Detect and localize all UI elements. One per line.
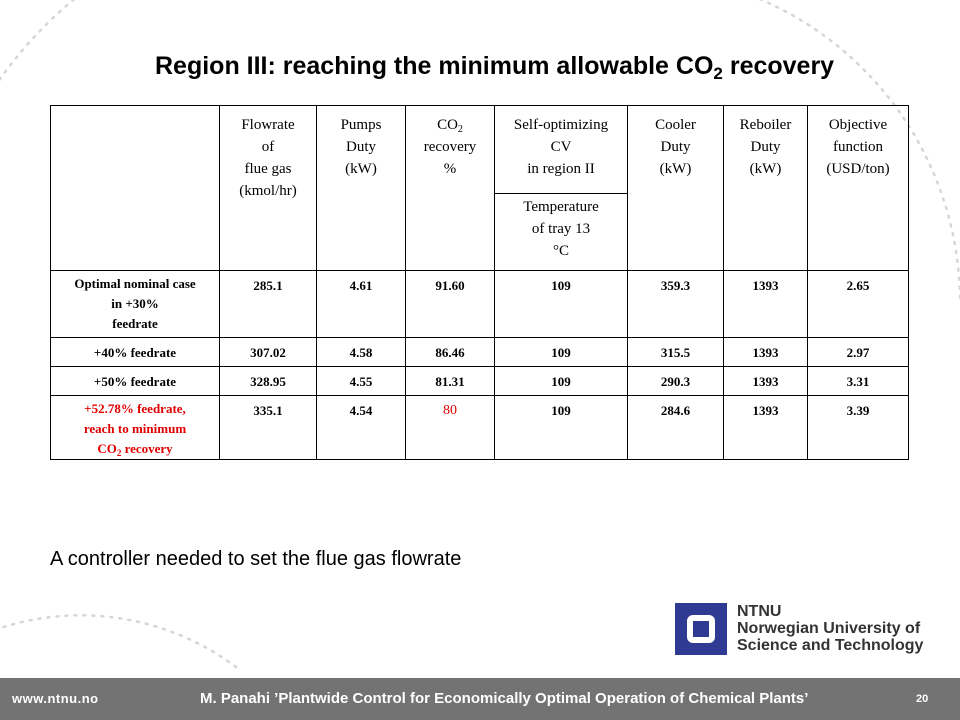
header-objective-function: Objective function (USD/ton): [808, 106, 909, 271]
cell-temperature: 109: [495, 396, 628, 460]
cell-pumps: 4.61: [317, 271, 406, 338]
cell-co2-highlighted: 80: [406, 396, 495, 460]
row-label: +40% feedrate: [51, 338, 220, 367]
cell-flowrate: 307.02: [220, 338, 317, 367]
header-row: [51, 106, 909, 194]
cell-reboiler: 1393: [724, 271, 808, 338]
cell-reboiler: 1393: [724, 367, 808, 396]
results-table: [50, 105, 909, 460]
controller-note: A controller needed to set the flue gas flowrate: [50, 548, 462, 570]
cell-reboiler: 1393: [724, 338, 808, 367]
page-number: 20: [916, 693, 929, 705]
ntnu-logo-text: NTNU Norwegian University of Science and Technology: [737, 603, 924, 654]
row-label: +50% feedrate: [51, 367, 220, 396]
cell-temperature: 109: [495, 367, 628, 396]
cell-temperature: 109: [495, 338, 628, 367]
cell-cooler: 359.3: [628, 271, 724, 338]
table-row-highlighted: [51, 396, 909, 460]
header-flowrate: Flowrate of flue gas (kmol/hr): [220, 106, 317, 271]
corner-cell: [51, 106, 220, 271]
row-label: Optimal nominal case in +30% feedrate: [51, 271, 220, 338]
cell-objective: 2.97: [808, 338, 909, 367]
cell-temperature: 109: [495, 271, 628, 338]
website-link[interactable]: www.ntnu.no: [12, 691, 99, 706]
cell-flowrate: 328.95: [220, 367, 317, 396]
cell-pumps: 4.58: [317, 338, 406, 367]
ntnu-logo: [675, 603, 935, 655]
cell-pumps: 4.54: [317, 396, 406, 460]
table-row: [51, 338, 909, 367]
cell-co2: 86.46: [406, 338, 495, 367]
table-row: [51, 367, 909, 396]
table-row: [51, 271, 909, 338]
row-label: +52.78% feedrate, reach to minimum $CO_2$ recovery: [51, 396, 220, 460]
cell-objective: 3.39: [808, 396, 909, 460]
header-cooler-duty: Cooler Duty (kW): [628, 106, 724, 271]
slide-title: Region III: reaching the minimum allowable $CO_2$ recovery: [155, 52, 835, 83]
cell-objective: 3.31: [808, 367, 909, 396]
cell-cooler: 284.6: [628, 396, 724, 460]
cell-flowrate: 285.1: [220, 271, 317, 338]
cell-cooler: 315.5: [628, 338, 724, 367]
header-self-optimizing-cv: Self-optimizing CV in region II: [495, 106, 628, 194]
cell-co2: 91.60: [406, 271, 495, 338]
header-reboiler-duty: Reboiler Duty (kW): [724, 106, 808, 271]
header-pumps-duty: Pumps Duty (kW): [317, 106, 406, 271]
footer-citation: M. Panahi ’Plantwide Control for Economically Optimal Operation of Chemical Plants’: [200, 690, 809, 707]
cell-cooler: 290.3: [628, 367, 724, 396]
header-co2-recovery: $CO_2$ recovery %: [406, 106, 495, 271]
header-temperature-tray: Temperature of tray 13 °C: [495, 194, 628, 271]
cell-pumps: 4.55: [317, 367, 406, 396]
ntnu-logo-mark: [675, 603, 727, 655]
cell-reboiler: 1393: [724, 396, 808, 460]
cell-objective: 2.65: [808, 271, 909, 338]
cell-co2: 81.31: [406, 367, 495, 396]
cell-flowrate: 335.1: [220, 396, 317, 460]
